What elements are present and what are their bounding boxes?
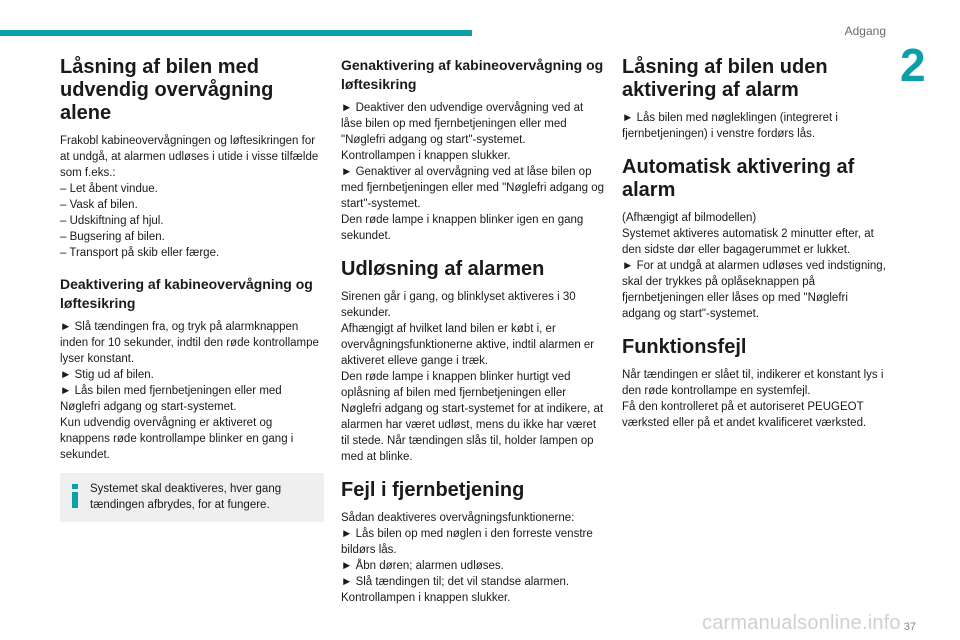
heading-remote-fault: Fejl i fjernbetjening	[341, 479, 525, 501]
body-text: ► Deaktiver den udvendige overvågning ved at låse bilen op med fjernbetjeningen eller med "Nøglefri adgang og start"-systemet.	[341, 102, 584, 146]
list-item: – Transport på skib eller færge.	[60, 247, 220, 259]
header-accent-bar	[0, 30, 472, 36]
intro-text: Frakobl kabineovervågningen og løftesikringen for at undgå, at alarmen udløses i utide i visse tilfælde som f.eks.:	[60, 135, 319, 179]
heading-locking-exterior-only: Låsning af bilen med udvendig overvågning alene	[60, 56, 274, 124]
list-item: – Udskiftning af hjul.	[60, 215, 164, 227]
list-item: – Let åbent vindue.	[60, 183, 158, 195]
note-text: Systemet skal deaktiveres, hver gang tændingen afbrydes, for at fungere.	[90, 483, 282, 511]
heading-deactivation: Deaktivering af kabineovervågning og løftesikring	[60, 276, 313, 311]
list-item: – Vask af bilen.	[60, 199, 138, 211]
body-text: ► Lås bilen med nøgleklingen (integreret i fjernbetjeningen) i venstre fordørs lås.	[622, 112, 838, 140]
body-text: ► Slå tændingen til; det vil standse alarmen.	[341, 576, 570, 588]
step-text: ► Stig ud af bilen.	[60, 369, 154, 381]
body-text: Sirenen går i gang, og blinklyset aktiveres i 30 sekunder.	[341, 291, 576, 319]
body-text: Kontrollampen i knappen slukker.	[341, 150, 511, 162]
body-text: ► For at undgå at alarmen udløses ved indstigning, skal der trykkes på oplåseknappen på fjernbetjeningen eller låses op med "Nøglefri adgang og start"-systemet.	[622, 260, 886, 320]
watermark: carmanualsonline.info	[702, 612, 901, 634]
column-3	[622, 56, 886, 431]
column-1	[60, 56, 324, 522]
column-2	[341, 56, 605, 606]
heading-alarm-trigger: Udløsning af alarmen	[341, 258, 545, 280]
body-text: ► Genaktiver al overvågning ved at låse bilen op med fjernbetjeningen eller med "Nøglefri adgang og start"-systemet.	[341, 166, 604, 210]
info-note	[60, 473, 324, 522]
chapter-number: 2	[900, 39, 926, 91]
body-text: ► Lås bilen op med nøglen i den forreste venstre bildørs lås.	[341, 528, 593, 556]
body-text: Den røde lampe i knappen blinker igen en gang sekundet.	[341, 214, 584, 242]
list-item: – Bugsering af bilen.	[60, 231, 165, 243]
heading-malfunction: Funktionsfejl	[622, 336, 747, 358]
body-text: Afhængigt af hvilket land bilen er købt i, er overvågningsfunktionerne aktive, indtil alarmen er aktiveret elleve gange i træk.	[341, 323, 595, 367]
body-text: Sådan deaktiveres overvågningsfunktionerne:	[341, 512, 575, 524]
heading-automatic-activation: Automatisk aktivering af alarm	[622, 156, 855, 201]
body-text: Få den kontrolleret på et autoriseret PEUGEOT værksted eller på et andet kvalificeret værksted.	[622, 401, 867, 429]
body-text: Systemet aktiveres automatisk 2 minutter efter, at den sidste dør eller bagagerummet er lukket.	[622, 228, 874, 256]
page-number: 37	[903, 621, 916, 633]
body-text: (Afhængigt af bilmodellen)	[622, 212, 757, 224]
section-title: Adgang	[844, 24, 886, 38]
heading-locking-without-alarm: Låsning af bilen uden aktivering af alarm	[622, 56, 828, 101]
step-text: ► Lås bilen med fjernbetjeningen eller med Nøglefri adgang og start-systemet.	[60, 385, 282, 413]
step-text: Kun udvendig overvågning er aktiveret og knappens røde kontrollampe blinker en gang i sekundet.	[60, 417, 294, 461]
step-text: ► Slå tændingen fra, og tryk på alarmknappen inden for 10 sekunder, indtil den røde kontrollampe lyser konstant.	[60, 321, 319, 365]
body-text: ► Åbn døren; alarmen udløses.	[341, 560, 504, 572]
heading-reactivation: Genaktivering af kabineovervågning og løftesikring	[341, 57, 604, 92]
body-text: Kontrollampen i knappen slukker.	[341, 592, 511, 604]
body-text: Den røde lampe i knappen blinker hurtigt ved oplåsning af bilen med fjernbetjeningen eller Nøglefri adgang og start-systemet for at indikere, at alarmen har været udløst, mens du ikke har været til stede. Når tændingen slås til, holder lampen op med at blinke.	[341, 371, 604, 463]
body-text: Når tændingen er slået til, indikerer et konstant lys i den røde kontrollampe en systemfejl.	[622, 369, 884, 397]
info-icon	[71, 484, 79, 508]
